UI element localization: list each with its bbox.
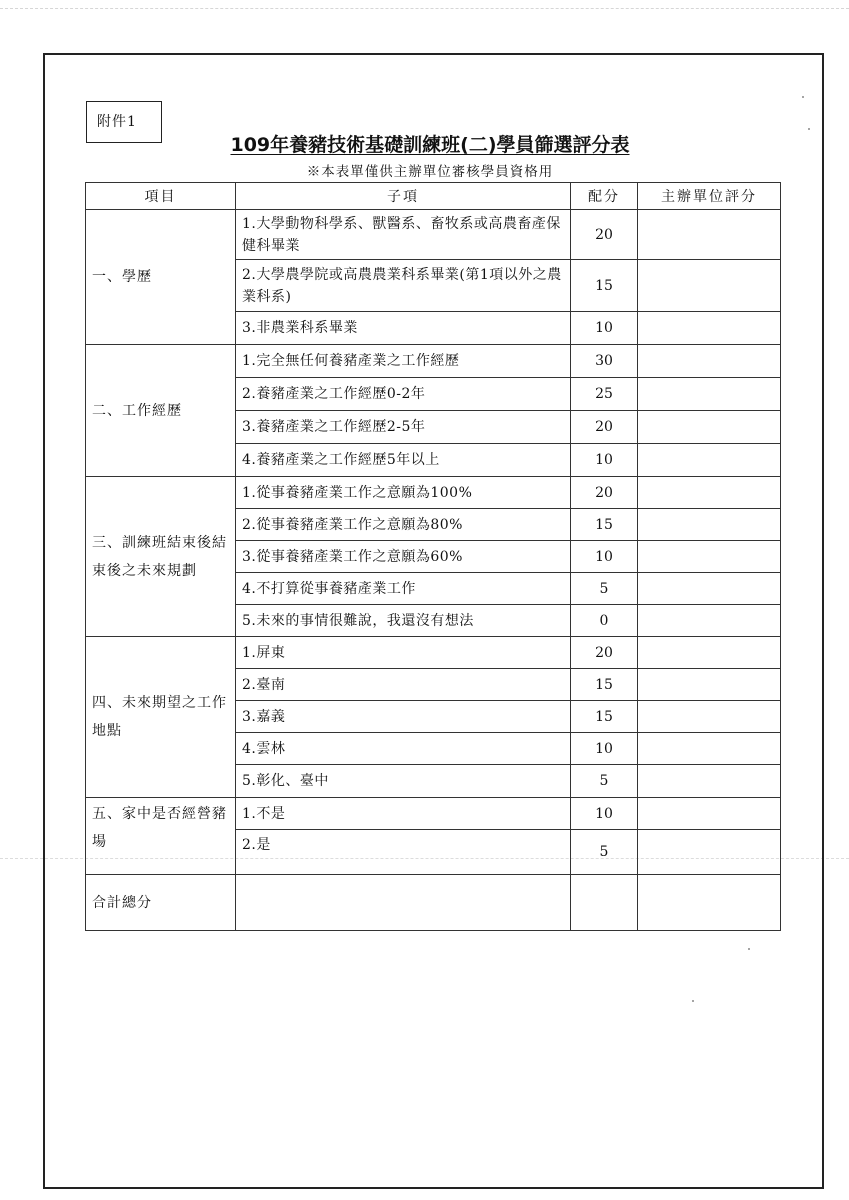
organizer-score-cell[interactable] [638, 411, 781, 444]
header-points: 配分 [571, 183, 638, 210]
organizer-score-cell[interactable] [638, 345, 781, 378]
subitem-cell: 3.從事養豬產業工作之意願為60% [236, 541, 571, 573]
header-organizer-score: 主辦單位評分 [638, 183, 781, 210]
organizer-score-cell[interactable] [638, 830, 781, 875]
category-work-location: 四、未來期望之工作地點 [86, 637, 236, 798]
form-title: 109年養豬技術基礎訓練班(二)學員篩選評分表 [230, 134, 630, 156]
subitem-cell: 4.養豬產業之工作經歷5年以上 [236, 444, 571, 477]
points-cell: 30 [571, 345, 638, 378]
points-cell: 25 [571, 378, 638, 411]
points-cell: 10 [571, 541, 638, 573]
table-row [86, 477, 781, 509]
subitem-cell: 2.是 [236, 830, 571, 875]
subitem-cell: 5.未來的事情很難說，我還沒有想法 [236, 605, 571, 637]
organizer-score-cell[interactable] [638, 477, 781, 509]
organizer-score-cell[interactable] [638, 798, 781, 830]
subitem-cell: 2.臺南 [236, 669, 571, 701]
subitem-cell: 5.彰化、臺中 [236, 765, 571, 798]
organizer-score-cell[interactable] [638, 444, 781, 477]
category-work-experience: 二、工作經歷 [86, 345, 236, 477]
points-cell: 10 [571, 444, 638, 477]
subitem-cell: 1.完全無任何養豬產業之工作經歷 [236, 345, 571, 378]
points-cell: 15 [571, 509, 638, 541]
organizer-score-cell[interactable] [638, 210, 781, 260]
subitem-cell: 1.屏東 [236, 637, 571, 669]
organizer-score-cell[interactable] [638, 378, 781, 411]
points-cell: 5 [571, 830, 638, 875]
subitem-cell: 1.不是 [236, 798, 571, 830]
subitem-cell: 2.養豬產業之工作經歷0-2年 [236, 378, 571, 411]
organizer-score-cell[interactable] [638, 701, 781, 733]
subitem-cell: 3.非農業科系畢業 [236, 312, 571, 345]
scan-speck [802, 96, 804, 98]
organizer-score-cell[interactable] [638, 573, 781, 605]
points-cell: 10 [571, 312, 638, 345]
subitem-cell: 4.不打算從事養豬產業工作 [236, 573, 571, 605]
organizer-score-cell[interactable] [638, 637, 781, 669]
subitem-cell: 1.大學動物科學系、獸醫系、畜牧系或高農畜產保健科畢業 [236, 210, 571, 260]
table-row [86, 345, 781, 378]
points-cell: 15 [571, 701, 638, 733]
subitem-cell: 3.嘉義 [236, 701, 571, 733]
total-label: 合計總分 [86, 875, 236, 931]
points-cell: 20 [571, 477, 638, 509]
subitem-cell: 1.從事養豬產業工作之意願為100% [236, 477, 571, 509]
scan-speck [808, 128, 810, 130]
organizer-score-cell[interactable] [638, 669, 781, 701]
form-subtitle: ※本表單僅供主辦單位審核學員資格用 [306, 164, 554, 180]
category-future-plan: 三、訓練班結束後結束後之未來規劃 [86, 477, 236, 637]
organizer-score-cell[interactable] [638, 541, 781, 573]
header-item: 項目 [86, 183, 236, 210]
organizer-score-cell[interactable] [638, 260, 781, 312]
total-points-cell [571, 875, 638, 931]
total-subitem-cell [236, 875, 571, 931]
table-row [86, 798, 781, 830]
subitem-cell: 2.從事養豬產業工作之意願為80% [236, 509, 571, 541]
points-cell: 20 [571, 210, 638, 260]
organizer-score-cell[interactable] [638, 312, 781, 345]
subitem-cell: 3.養豬產業之工作經歷2-5年 [236, 411, 571, 444]
points-cell: 10 [571, 798, 638, 830]
category-family-farm: 五、家中是否經營豬場 [86, 798, 236, 875]
category-education: 一、學歷 [86, 210, 236, 345]
points-cell: 20 [571, 411, 638, 444]
organizer-score-cell[interactable] [638, 509, 781, 541]
attachment-label: 附件1 [86, 101, 162, 143]
scan-speck [748, 948, 750, 950]
points-cell: 20 [571, 637, 638, 669]
total-score-cell[interactable] [638, 875, 781, 931]
organizer-score-cell[interactable] [638, 605, 781, 637]
organizer-score-cell[interactable] [638, 765, 781, 798]
total-row [86, 875, 781, 931]
table-row [86, 210, 781, 260]
table-row [86, 637, 781, 669]
scan-edge-line [0, 8, 849, 9]
points-cell: 0 [571, 605, 638, 637]
points-cell: 10 [571, 733, 638, 765]
subitem-cell: 4.雲林 [236, 733, 571, 765]
points-cell: 15 [571, 669, 638, 701]
header-subitem: 子項 [236, 183, 571, 210]
points-cell: 15 [571, 260, 638, 312]
table-header-row [86, 183, 781, 210]
score-table [85, 182, 781, 931]
points-cell: 5 [571, 573, 638, 605]
organizer-score-cell[interactable] [638, 733, 781, 765]
points-cell: 5 [571, 765, 638, 798]
subitem-cell: 2.大學農學院或高農農業科系畢業(第1項以外之農業科系) [236, 260, 571, 312]
scan-speck [692, 1000, 694, 1002]
